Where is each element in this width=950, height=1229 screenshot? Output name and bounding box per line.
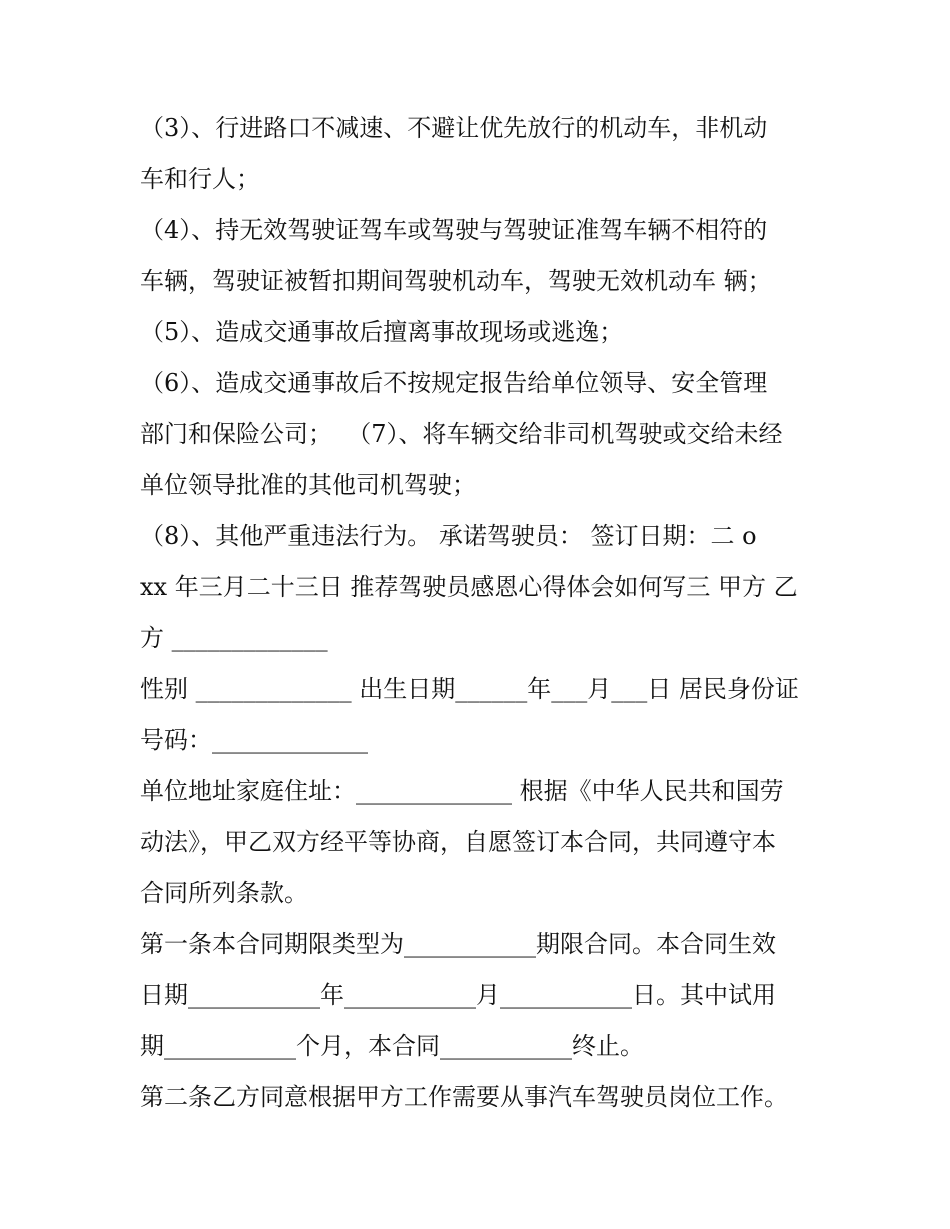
text-line: 动法》，甲乙双方经平等协商，自愿签订本合同，共同遵守本 — [140, 828, 776, 856]
text-line: （5）、造成交通事故后擅离事故现场或逃逸； — [140, 318, 624, 346]
text-line: 日期___________年___________月___________日。其中试用 — [140, 981, 776, 1009]
text-line: 性别 _____________ 出生日期______年___月___日 居民身份证 — [140, 675, 799, 703]
text-line: 部门和保险公司； （7）、将车辆交给非司机驾驶或交给未经 — [140, 420, 783, 448]
text-line: 期___________个月，本合同___________终止。 — [140, 1032, 644, 1060]
text-line: xx 年三月二十三日 推荐驾驶员感恩心得体会如何写三 甲方 乙 — [140, 573, 798, 601]
text-line: （3）、行进路口不减速、不避让优先放行的机动车，非机动 — [140, 114, 768, 142]
text-line: 合同所列条款。 — [140, 879, 308, 907]
text-line: （4）、持无效驾驶证驾车或驾驶与驾驶证准驾车辆不相符的 — [140, 216, 768, 244]
text-line: （6）、造成交通事故后不按规定报告给单位领导、安全管理 — [140, 369, 768, 397]
text-line: （8）、其他严重违法行为。 承诺驾驶员： 签订日期：二 o — [140, 522, 757, 550]
text-line: 单位地址家庭住址：_____________ 根据《中华人民共和国劳 — [140, 777, 784, 805]
text-line: 单位领导批准的其他司机驾驶； — [140, 471, 476, 499]
text-line: 车辆，驾驶证被暂扣期间驾驶机动车，驾驶无效机动车 辆； — [140, 267, 772, 295]
text-line: 号码：_____________ — [140, 726, 368, 754]
text-line: 第一条本合同期限类型为___________期限合同。本合同生效 — [140, 930, 776, 958]
text-line: 方 _____________ — [140, 624, 328, 652]
text-line: 第二条乙方同意根据甲方工作需要从事汽车驾驶员岗位工作。 — [140, 1083, 788, 1111]
text-line: 车和行人； — [140, 165, 260, 193]
